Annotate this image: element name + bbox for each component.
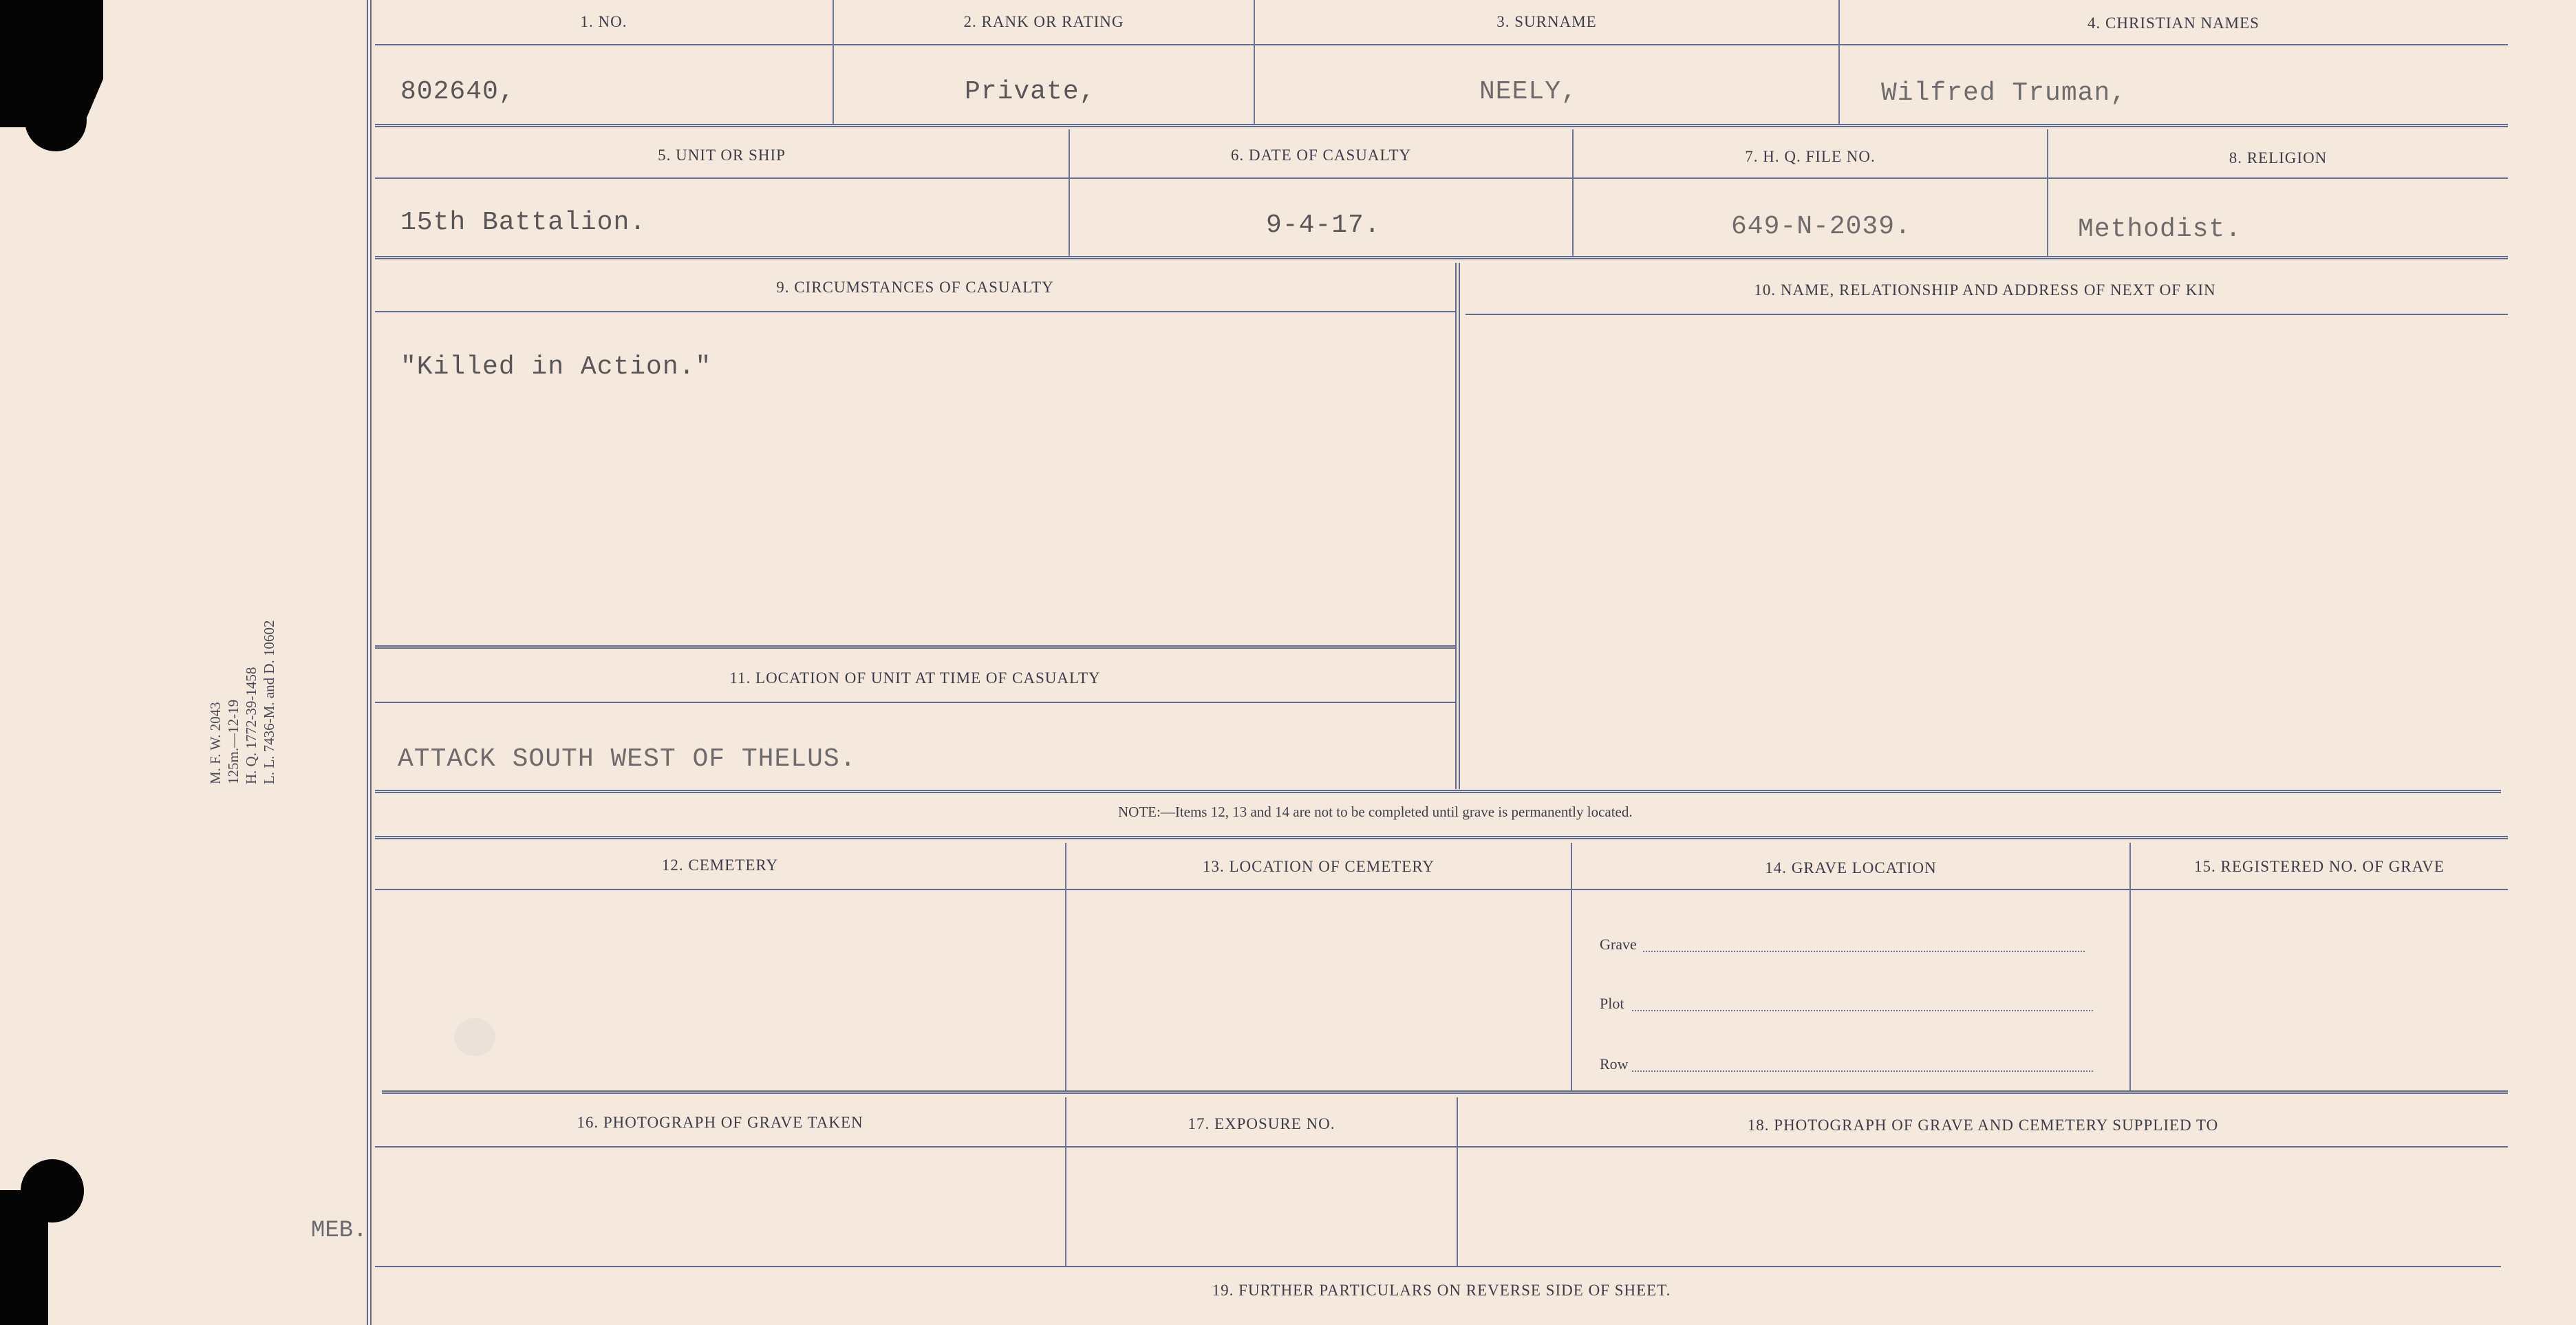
header-location-cemetery: 13. LOCATION OF CEMETERY [1202,858,1435,875]
punch-tab-bottom [0,1190,48,1325]
header-christian-names: 4. CHRISTIAN NAMES [2087,14,2260,32]
rule [382,1090,2508,1094]
header-exposure-no: 17. EXPOSURE NO. [1188,1115,1335,1132]
rule [375,836,2508,839]
header-surname: 3. SURNAME [1496,13,1597,30]
rule [375,645,1455,649]
value-unit: 15th Battalion. [400,208,647,237]
note-text: NOTE:—Items 12, 13 and 14 are not to be completed until grave is permanently located. [1118,804,1633,820]
label-row: Row [1600,1055,1629,1073]
value-rank: Private, [965,77,1096,107]
value-location: ATTACK SOUTH WEST OF THELUS. [398,744,857,774]
label-plot: Plot [1600,995,1624,1012]
rule [1466,314,2508,315]
header-registered-no: 15. REGISTERED NO. OF GRAVE [2194,858,2445,875]
value-religion: Methodist. [2078,215,2242,244]
divider [1455,263,1460,789]
rule [375,1266,2501,1267]
value-christian-names: Wilfred Truman, [1881,78,2127,108]
rule [375,790,2501,793]
rule [375,311,1455,312]
plot-dotted-line [1632,1010,2093,1011]
header-circumstances: 9. CIRCUMSTANCES OF CASUALTY [776,279,1054,296]
row-dotted-line [1632,1070,2093,1072]
header-grave-location: 14. GRAVE LOCATION [1765,859,1937,876]
rule [375,44,2508,45]
value-date: 9-4-17. [1266,211,1381,240]
header-cemetery: 12. CEMETERY [661,857,779,874]
header-photograph-supplied: 18. PHOTOGRAPH OF GRAVE AND CEMETERY SUPPLIED TO [1747,1117,2219,1134]
rule [375,702,1455,703]
grave-dotted-line [1643,951,2085,952]
margin-line [367,0,372,1325]
value-surname: NEELY, [1479,77,1578,107]
rule [375,1146,2508,1148]
punch-hole-top [25,89,87,151]
label-grave: Grave [1600,936,1637,953]
header-photograph-taken: 16. PHOTOGRAPH OF GRAVE TAKEN [577,1114,863,1131]
rule [375,124,2508,127]
rule [375,256,2508,259]
initials: MEB. [311,1218,367,1244]
header-location-unit: 11. LOCATION OF UNIT AT TIME OF CASUALTY [729,669,1101,687]
header-religion: 8. RELIGION [2229,149,2328,166]
header-next-of-kin: 10. NAME, RELATIONSHIP AND ADDRESS OF NEXT OF KIN [1754,281,2216,299]
header-unit: 5. UNIT OR SHIP [658,147,786,164]
header-rank: 2. RANK OR RATING [963,13,1124,30]
header-number: 1. NO. [580,13,627,30]
stain [454,1018,495,1056]
rule [375,889,2508,890]
side-print: M. F. W. 2043 125m.—12-19 H. Q. 1772-39-1458 L. L. 7436-M. and D. 10602 [207,620,277,784]
value-number: 802640, [400,77,515,107]
header-further-particulars: 19. FURTHER PARTICULARS ON REVERSE SIDE OF SHEET. [1212,1282,1671,1299]
header-date: 6. DATE OF CASUALTY [1230,147,1412,164]
value-file-no: 649-N-2039. [1731,212,1911,241]
value-circumstances: "Killed in Action." [400,352,712,382]
header-file-no: 7. H. Q. FILE NO. [1745,148,1876,165]
